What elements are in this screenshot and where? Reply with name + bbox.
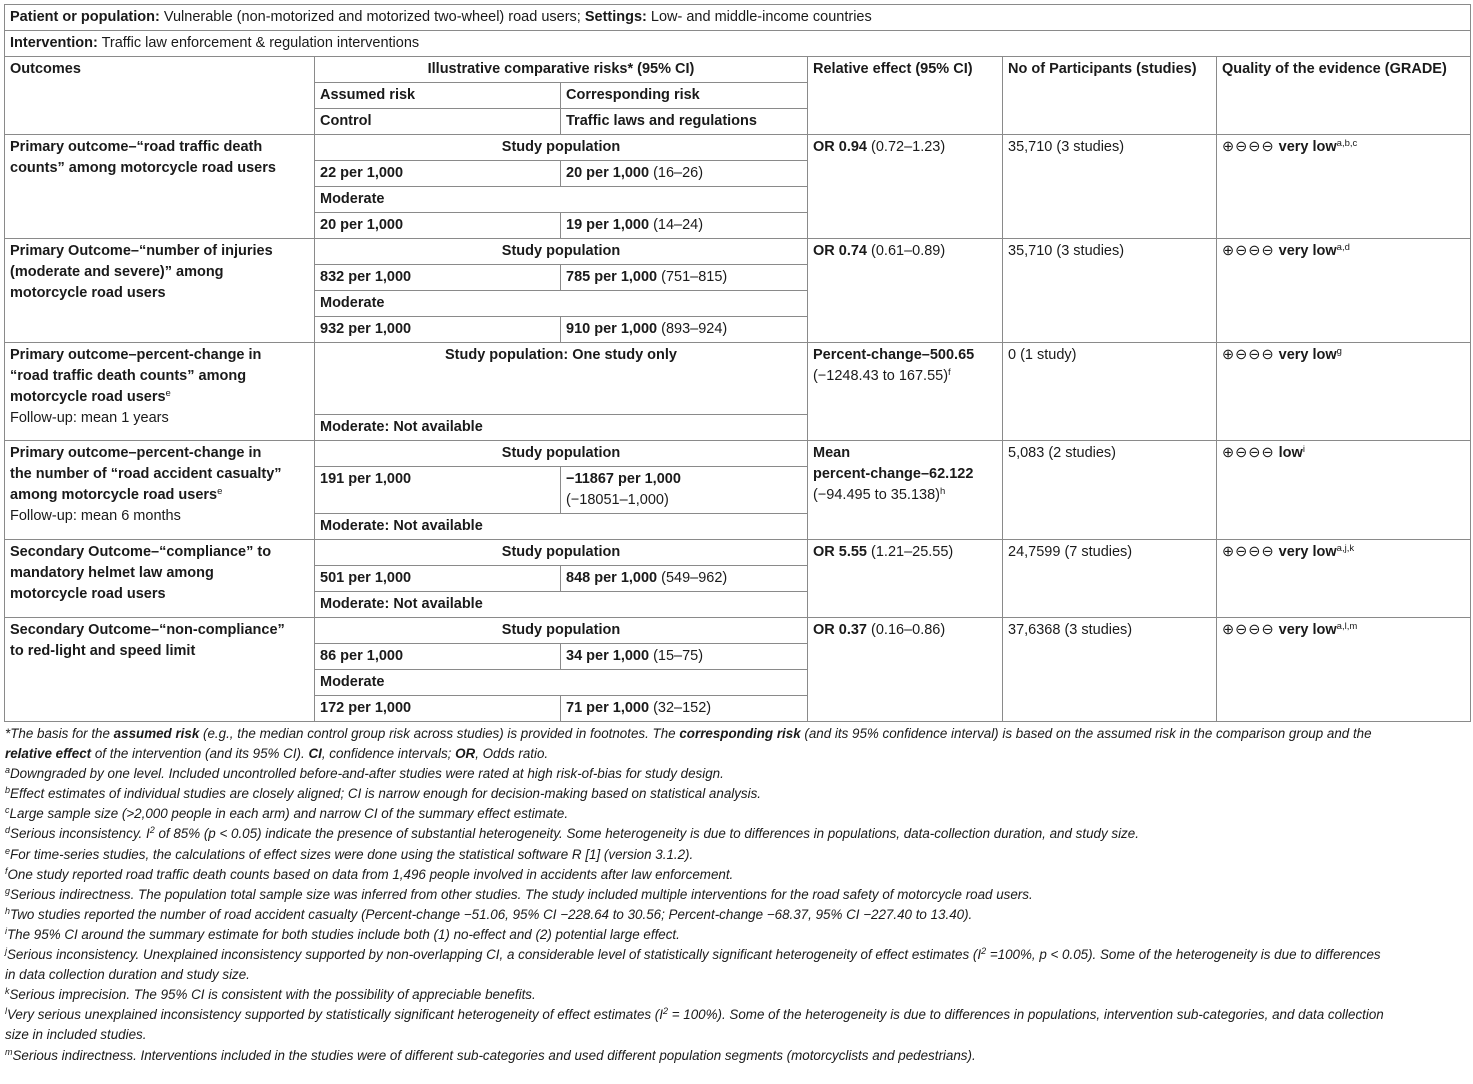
participants-cell: 35,710 (3 studies) [1003,135,1217,239]
corresponding-risk-cell: 34 per 1,000 (15–75) [561,644,808,670]
assumed-risk-cell: 22 per 1,000 [315,161,561,187]
assumed-risk-cell: 86 per 1,000 [315,644,561,670]
patient-value: Vulnerable (non-motorized and motorized two-wheel) road users; [163,9,581,25]
corresponding-risk-cell: 19 per 1,000 (14–24) [561,213,808,239]
corresponding-risk-cell: 20 per 1,000 (16–26) [561,161,808,187]
table-row [5,343,1471,415]
grade-summary-document [4,4,1470,1066]
grade-symbols-icon: ⊕⊖⊖⊖ [1222,544,1275,560]
moderate-label: Moderate: Not available [315,415,808,441]
footnote-l: $^l$Very serious unexplained inconsistency supported by statistically significant heterogeneity of effect estimates $(I^2 = 100\%)$. Some of the heterogeneity is due to differences in populations, intervention sub-categories, and data collection size in included studies. [5,1006,1384,1043]
footnote-b: $^b$Effect estimates of individual studies are closely aligned; CI is narrow enough for decision-making based on statistical analysis. [5,785,762,802]
moderate-label: Moderate [315,291,808,317]
intervention-info-cell [5,31,1471,57]
population-info-cell [5,5,1471,31]
corresponding-risk-cell: −11867 per 1,000 (−18051–1,000) [561,467,808,514]
participants-cell: 35,710 (3 studies) [1003,239,1217,343]
outcome-cell: Primary outcome–“road traffic death counts” among motorcycle road users [5,135,315,239]
footnote-e: $^e$For time-series studies, the calculations of effect sizes were done using the statistical software R [1] (version 3.1.2). [5,845,694,862]
followup-text: Follow-up: mean 1 years [10,410,169,426]
corresponding-risk-cell: 910 per 1,000 (893–924) [561,317,808,343]
relative-effect-cell: OR 0.94 (0.72–1.23) [808,135,1003,239]
footnote-a: $^a$Downgraded by one level. Included uncontrolled before-and-after studies were rated at high risk-of-bias for study design. [5,765,724,782]
corresponding-risk-cell: 71 per 1,000 (32–152) [561,696,808,722]
outcome-cell: Secondary Outcome–“non-compliance” to red-light and speed limit [5,618,315,722]
footnote-i: $^i$The 95% CI around the summary estimate for both studies include both (1) no-effect and (2) potential large effect. [5,925,680,942]
col-header-control: Control [315,109,561,135]
table-row [5,239,1471,265]
relative-effect-cell: OR 5.55 (1.21–25.55) [808,540,1003,618]
intervention-info-row [5,31,1471,57]
moderate-label: Moderate: Not available [315,592,808,618]
col-header-risks: Illustrative comparative risks* (95% CI) [315,57,808,83]
table-row [5,441,1471,467]
col-header-outcomes: Outcomes [5,57,315,135]
relative-effect-cell: Mean percent-change–62.122 (−94.495 to 35.138)$^h$ [808,441,1003,540]
participants-cell: 0 (1 study) [1003,343,1217,441]
study-population-label: Study population [315,135,808,161]
moderate-label: Moderate [315,670,808,696]
assumed-risk-cell: 832 per 1,000 [315,265,561,291]
footnote-h: $^h$Two studies reported the number of road accident casualty (Percent-change −51.06, 95% CI −228.64 to 30.56; Percent-change −68.37, 95% CI −227.40 to 13.40). [5,905,973,922]
col-header-corresponding: Corresponding risk [561,83,808,109]
assumed-risk-cell: 501 per 1,000 [315,566,561,592]
quality-cell: ⊕⊖⊖⊖ very low$^{a,j,k}$ [1217,540,1471,618]
moderate-label: Moderate: Not available [315,514,808,540]
intervention-label: Intervention: [10,35,98,51]
col-header-participants: No of Participants (studies) [1003,57,1217,135]
study-population-label: Study population [315,441,808,467]
population-info-row [5,5,1471,31]
participants-cell: 37,6368 (3 studies) [1003,618,1217,722]
footnote-m: $^m$Serious indirectness. Interventions included in the studies were of different sub-categories and used different population segments (motorcyclists and pedestrians). [5,1046,976,1063]
quality-cell: ⊕⊖⊖⊖ very low$^{a,l,m}$ [1217,618,1471,722]
summary-of-findings-table [4,4,1471,722]
outcome-cell: Primary Outcome–“number of injuries (moderate and severe)” among motorcycle road users [5,239,315,343]
quality-cell: ⊕⊖⊖⊖ low$^i$ [1217,441,1471,540]
outcome-cell: Primary outcome–percent-change in “road traffic death counts” among motorcycle road users$^e$ Follow-up: mean 1 years [5,343,315,441]
relative-effect-cell: Percent-change–500.65 (−1248.43 to 167.55)$^f$ [808,343,1003,441]
footnote-f: $^f$One study reported road traffic death counts based on data from 1,496 people involved in accidents after law enforcement. [5,865,734,882]
study-population-label: Study population [315,618,808,644]
patient-label: Patient or population: [10,9,160,25]
footnote-c: $^c$Large sample size (>2,000 people in each arm) and narrow CI of the summary effect estimate. [5,805,569,822]
column-header-row [5,57,1471,83]
footnote-g: $^g$Serious indirectness. The population total sample size was inferred from other studies. The study included multiple interventions for the road safety of motorcycle road users. [5,885,1033,902]
assumed-risk-cell: 932 per 1,000 [315,317,561,343]
followup-text: Follow-up: mean 6 months [10,508,181,524]
table-row [5,540,1471,566]
footnotes [4,724,1467,1066]
quality-cell: ⊕⊖⊖⊖ very low$^g$ [1217,343,1471,441]
corresponding-risk-cell: 848 per 1,000 (549–962) [561,566,808,592]
outcome-cell: Primary outcome–percent-change in the number of “road accident casualty” among motorcycle road users$^e$ Follow-up: mean 6 months [5,441,315,540]
assumed-risk-cell: 172 per 1,000 [315,696,561,722]
quality-cell: ⊕⊖⊖⊖ very low$^{a,d}$ [1217,239,1471,343]
assumed-risk-cell: 191 per 1,000 [315,467,561,514]
study-population-label: Study population [315,540,808,566]
col-header-traffic: Traffic laws and regulations [561,109,808,135]
relative-effect-cell: OR 0.74 (0.61–0.89) [808,239,1003,343]
study-population-label: Study population: One study only [315,343,808,415]
settings-label: Settings: [584,9,647,25]
corresponding-risk-cell: 785 per 1,000 (751–815) [561,265,808,291]
grade-symbols-icon: ⊕⊖⊖⊖ [1222,347,1275,363]
table-row [5,135,1471,161]
grade-symbols-icon: ⊕⊖⊖⊖ [1222,622,1275,638]
study-population-label: Study population [315,239,808,265]
col-header-quality: Quality of the evidence (GRADE) [1217,57,1471,135]
footnote-j: $^j$Serious inconsistency. Unexplained inconsistency supported by non-overlapping CI, a considerable level of statistically significant heterogeneity of effect estimates ($I^2 =100\%$, p < 0.05). Some of the heterogeneity is due to differences in data collection duration and study size. [5,946,1381,983]
intervention-value: Traffic law enforcement & regulation interventions [101,35,420,51]
relative-effect-cell: OR 0.37 (0.16–0.86) [808,618,1003,722]
assumed-risk-cell: 20 per 1,000 [315,213,561,239]
footnote-k: $^k$Serious imprecision. The 95% CI is consistent with the possibility of appreciable benefits. [5,986,536,1003]
participants-cell: 5,083 (2 studies) [1003,441,1217,540]
table-row [5,618,1471,644]
footnote-d: $^d$Serious inconsistency. $I^2$ of 85% (p < 0.05) indicate the presence of substantial heterogeneity. Some heterogeneity is due to differences in populations, data-collection duration, and study size. [5,825,1139,842]
moderate-label: Moderate [315,187,808,213]
col-header-assumed: Assumed risk [315,83,561,109]
settings-value: Low- and middle-income countries [650,9,872,25]
grade-symbols-icon: ⊕⊖⊖⊖ [1222,243,1275,259]
quality-cell: ⊕⊖⊖⊖ very low$^{a,b,c}$ [1217,135,1471,239]
participants-cell: 24,7599 (7 studies) [1003,540,1217,618]
grade-symbols-icon: ⊕⊖⊖⊖ [1222,445,1275,461]
footnote-star: *The basis for the assumed risk (e.g., the median control group risk across studies) is provided in footnotes. The corresponding risk (and its 95% confidence interval) is based on the assumed risk in the comparison group and the relative effect of the intervention (and its 95% CI). CI, confidence intervals; OR, Odds ratio. [5,726,1372,762]
grade-symbols-icon: ⊕⊖⊖⊖ [1222,139,1275,155]
col-header-relative: Relative effect (95% CI) [808,57,1003,135]
outcome-cell: Secondary Outcome–“compliance” to mandatory helmet law among motorcycle road users [5,540,315,618]
